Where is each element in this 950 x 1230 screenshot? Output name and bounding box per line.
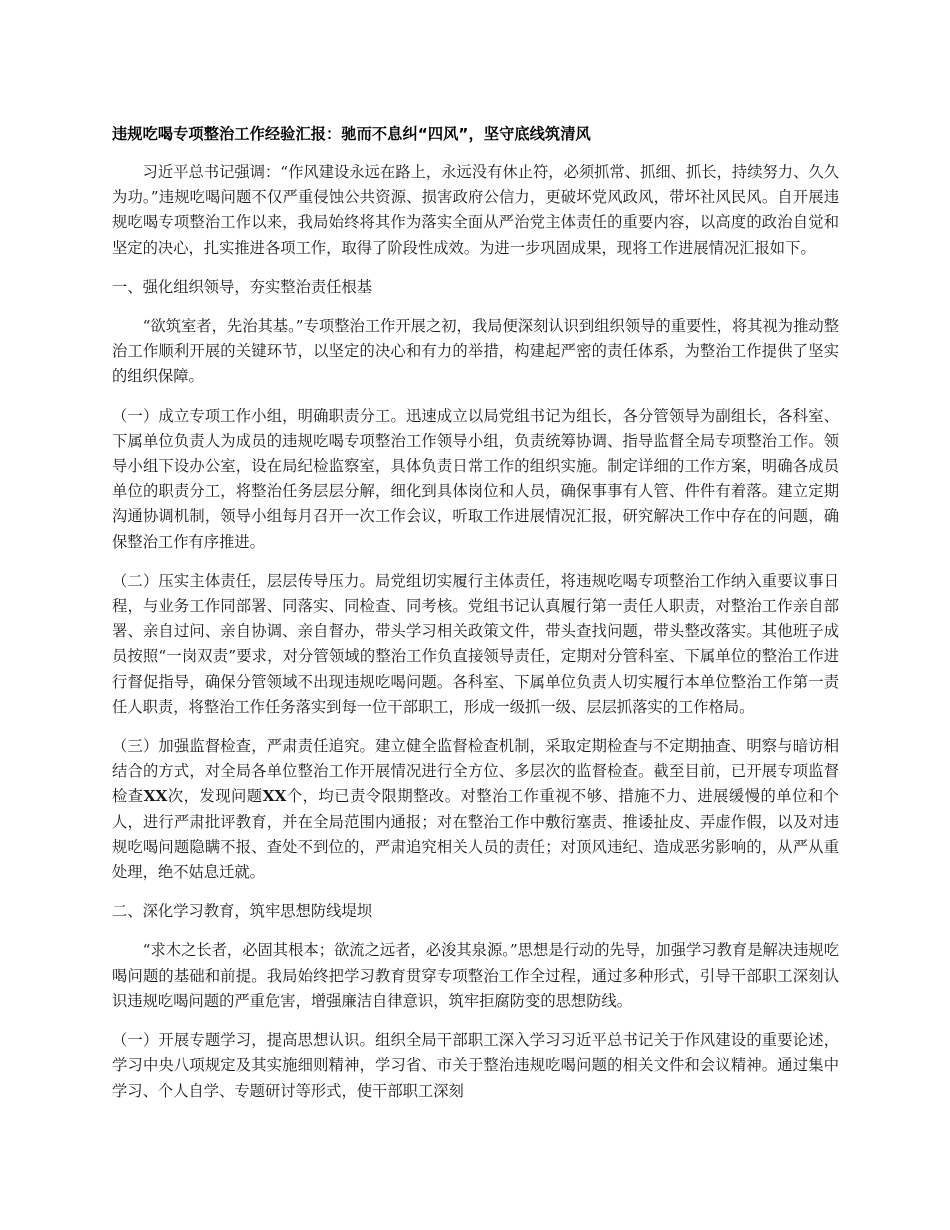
document-content xyxy=(112,122,839,1118)
section-1-item-1: （一）成立专项工作小组，明确职责分工。迅速成立以局党组书记为组长，各分管领导为副组长，各科室、下属单位负责人为成员的违规吃喝专项整治工作领导小组，负责统筹协调、指导监督全局专项整治工作。领导小组下设办公室，设在局纪检监察室，具体负责日常工作的组织实施。制定详细的工作方案，明确各成员单位的职责分工，将整治任务层层分解，细化到具体岗位和人员，确保事事有人管、件件有着落。建立定期沟通协调机制，领导小组每月召开一次工作会议，听取工作进展情况汇报，研究解决工作中存在的问题，确保整治工作有序推进。 xyxy=(112,406,839,551)
section-heading-2: 二、深化学习教育，筑牢思想防线堤坝 xyxy=(112,902,373,921)
section-1-item-3 xyxy=(112,734,839,885)
item-3-part-2: 次，发现问题 xyxy=(167,787,263,806)
placeholder-count-problems: XX xyxy=(262,787,287,806)
section-1-item-2: （二）压实主体责任，层层传导压力。局党组切实履行主体责任，将违规吃喝专项整治工作纳入重要议事日程，与业务工作同部署、同落实、同检查、同考核。党组书记认真履行第一责任人职责，对整治工作亲自部署、亲自过问、亲自协调、亲自督办，带头学习相关政策文件，带头查找问题，带头整改落实。其他班子成员按照“一岗双责”要求，对分管领域的整治工作负直接领导责任，定期对分管科室、下属单位的整治工作进行督促指导，确保分管领域不出现违规吃喝问题。各科室、下属单位负责人切实履行本单位整治工作第一责任人职责，将整治工作任务落实到每一位干部职工，形成一级抓一级、层层抓落实的工作格局。 xyxy=(112,571,839,716)
item-3-part-1: （三）加强监督检查，严肃责任追究。建立健全监督检查机制，采取定期检查与不定期抽查、明察与暗访相结合的方式，对全局各单位整治工作开展情况进行全方位、多层次的监督检查。截至目前，已开展专项监督检查 xyxy=(112,737,839,806)
item-3-part-3: 个，均已责令限期整改。对整治工作重视不够、措施不力、进展缓慢的单位和个人，进行严肃批评教育，并在全局范围内通报；对在整治工作中敷衍塞责、推诿扯皮、弄虚作假，以及对违规吃喝问题隐瞒不报、查处不到位的，严肃追究相关人员的责任；对顶风违纪、造成恶劣影响的，从严从重处理，绝不姑息迁就。 xyxy=(112,787,839,882)
placeholder-count-inspections: XX xyxy=(143,787,168,806)
section-2-item-1: （一）开展专题学习，提高思想认识。组织全局干部职工深入学习习近平总书记关于作风建设的重要论述，学习中央八项规定及其实施细则精神，学习省、市关于整治违规吃喝问题的相关文件和会议精神。通过集中学习、个人自学、专题研讨等形式，使干部职工深刻 xyxy=(112,1031,839,1100)
intro-paragraph: 习近平总书记强调：“作风建设永远在路上，永远没有休止符，必须抓常、抓细、抓长，持续努力、久久为功。”违规吃喝问题不仅严重侵蚀公共资源、损害政府公信力，更破坏党风政风，带坏社风民风。自开展违规吃喝专项整治工作以来，我局始终将其作为落实全面从严治党主体责任的重要内容，以高度的政治自觉和坚定的决心，扎实推进各项工作，取得了阶段性成效。为进一步巩固成果，现将工作进展情况汇报如下。 xyxy=(112,163,839,257)
section-heading-1: 一、强化组织领导，夯实整治责任根基 xyxy=(112,277,373,296)
section-1-lead-paragraph: “欲筑室者，先治其基。”专项整治工作开展之初，我局便深刻认识到组织领导的重要性，将其视为推动整治工作顺利开展的关键环节，以坚定的决心和有力的举措，构建起严密的责任体系，为整治工作提供了坚实的组织保障。 xyxy=(112,317,839,386)
section-2-lead-paragraph: “求木之长者，必固其根本；欲流之远者，必浚其泉源。”思想是行动的先导，加强学习教育是解决违规吃喝问题的基础和前提。我局始终把学习教育贯穿专项整治工作全过程，通过多种形式，引导干部职工深刻认识违规吃喝问题的严重危害，增强廉洁自律意识，筑牢拒腐防变的思想防线。 xyxy=(112,941,839,1010)
page-title: 违规吃喝专项整治工作经验汇报：驰而不息纠“四风”，坚守底线筑清风 xyxy=(112,125,591,143)
